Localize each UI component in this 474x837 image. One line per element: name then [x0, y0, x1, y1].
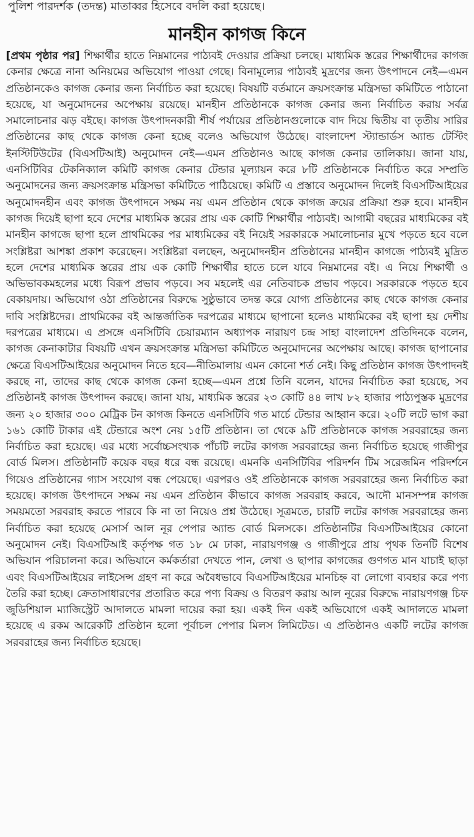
article-paragraph	[6, 48, 468, 651]
continued-from-front-page-kicker: [প্রথম পৃষ্ঠার পর]	[6, 50, 80, 62]
preceding-article-last-line: পুলিশ পারদর্শক (তদন্ত) মাতাব্বর হিসেবে বদলি করা হয়েছে।	[8, 0, 265, 13]
article-body	[6, 48, 468, 651]
article-body-text: শিক্ষার্থীর হাতে নিম্নমানের পাঠ্যবই দেওয়ার প্রক্রিয়া চলছে। মাধ্যমিক স্তরের শিক্ষার্থীদের কাগজ কেনার ক্ষেত্রে নানা অনিয়মের অভিযোগ পাওয়া গেছে। বিনামূল্যের পাঠ্যবই মুদ্রণের জন্য উৎপাদনে নেই—এমন প্রতিষ্ঠানকেও কাগজ কেনার জন্য নির্বাচিত করা হয়েছে। বিষয়টি বর্তমানে ক্রয়সংক্রান্ত মন্ত্রিসভা কমিটিতে পাঠানো হয়েছে, যা অনুমোদনের অপেক্ষায় রয়েছে। মানহীন প্রতিষ্ঠানকে কাগজ কেনার জন্য নির্বাচিত করায় সর্বত্র সমালোচনার ঝড় বইছে। কাগজ উৎপাদনকারী শীর্ষ পর্যায়ের প্রতিষ্ঠানগুলোকে বাদ দিয়ে দ্বিতীয় বা তৃতীয় সারির প্রতিষ্ঠানের কাছ থেকে কাগজ কেনা হচ্ছে বলেও অভিযোগ উঠেছে। বাংলাদেশ স্ট্যান্ডার্ডস অ্যান্ড টেস্টিং ইনস্টিটিউটের (বিএসটিআই) অনুমোদন নেই—এমন প্রতিষ্ঠানও আছে কাগজ কেনার তালিকায়। জানা যায়, এনসিটিবির টেকনিক্যাল কমিটি কাগজ কেনার টেন্ডার মূল্যায়ন করে ৮টি প্রতিষ্ঠানকে নির্বাচিত করে সম্প্রতি অনুমোদনের জন্য ক্রয়সংক্রান্ত মন্ত্রিসভা কমিটিতে পাঠিয়েছে। কমিটি এ প্রস্তাবে অনুমোদন দিলেই বিএসটিআইয়ের অনুমোদনহীন এবং কাগজ উৎপাদনে সক্ষম নয় এমন প্রতিষ্ঠান থেকে কাগজ ক্রয়ের প্রক্রিয়া শুরু হবে। মানহীন কাগজ দিয়েই ছাপা হবে দেশের মাধ্যমিক স্তরের প্রায় এক কোটি শিক্ষার্থীর পাঠ্যবই। আগামী বছরের মাধ্যমিকের বই মানহীন কাগজে ছাপা হলে প্রাথমিকের পর মাধ্যমিকের বই নিয়েই সরকারকে সমালোচনার মুখে পড়তে হবে বলে সংশ্লিষ্টরা আশঙ্কা প্রকাশ করেছেন। সংশ্লিষ্টরা বলছেন, অনুমোদনহীন প্রতিষ্ঠানের মানহীন কাগজে পাঠ্যবই মুদ্রিত হলে দেশের মাধ্যমিক স্তরের প্রায় এক কোটি শিক্ষার্থীর হাতে চলে যাবে নিম্নমানের বই। এ নিয়ে শিক্ষার্থী ও অভিভাবকমহলের মধ্যে বিরূপ প্রভাব পড়বে। সব মহলেই এর নেতিবাচক প্রভাব পড়বে। সরকারকে পড়তে হবে বেকায়দায়। অভিযোগ ওঠা প্রতিষ্ঠানের বিরুদ্ধে সুষ্ঠুভাবে তদন্ত করে যোগ্য প্রতিষ্ঠানের কাছ থেকে কাগজ কেনার দাবি সংশ্লিষ্টদের। প্রাথমিকের বই আন্তর্জাতিক দরপত্রের মাধ্যমে ছাপানো হলেও মাধ্যমিকের বই ছাপা হয় দেশীয় দরপত্রের মাধ্যমে। এ প্রসঙ্গে এনসিটিবি চেয়ারম্যান অধ্যাপক নারায়ণ চন্দ্র সাহা বাংলাদেশ প্রতিদিনকে বলেন, কাগজ কেনাকাটার বিষয়টি এখন ক্রয়সংক্রান্ত মন্ত্রিসভা কমিটিতে অনুমোদনের অপেক্ষায় আছে। কাগজ ছাপানোর ক্ষেত্রে বিএসটিআইয়ের অনুমোদন নিতে হবে—নীতিমালায় এমন কোনো শর্ত নেই। কিছু প্রতিষ্ঠান কাগজ উৎপাদনই করছে না, তাদের কাছ থেকে কাগজ কেনা হচ্ছে—এমন প্রশ্নে তিনি বলেন, যাদের নির্বাচিত করা হয়েছে, সব প্রতিষ্ঠানই কাগজ উৎপাদন করছে। জানা যায়, মাধ্যমিক স্তরের ২৩ কোটি ৪৪ লাখ ৮২ হাজার পাঠ্যপুস্তক মুদ্রণের জন্য ২০ হাজার ৩০০ মেট্রিক টন কাগজ কিনতে এনসিটিবি গত মার্চে টেন্ডার আহ্বান করে। ২০টি লটে ভাগ করা ১৬১ কোটি টাকার এই টেন্ডারে অংশ নেয় ১৫টি প্রতিষ্ঠান। তা থেকে ৯টি প্রতিষ্ঠানকে কাগজ সরবরাহের জন্য নির্বাচিত করা হয়েছে। এর মধ্যে সর্বোচ্চসংখ্যক পাঁচটি লটের কাগজ সরবরাহের জন্য নির্বাচিত হয়েছে গাজীপুর বোর্ড মিলস। প্রতিষ্ঠানটি কয়েক বছর ধরে বন্ধ রয়েছে। এমনকি এনসিটিবির পরিদর্শন টিম সরেজমিন পরিদর্শনে গিয়েও প্রতিষ্ঠানের গ্যাস সংযোগ বন্ধ পেয়েছে। এরপরও ওই প্রতিষ্ঠানকে কাগজ সরবরাহের জন্য নির্বাচিত করা হয়েছে। কাগজ উৎপাদনে সক্ষম নয় এমন প্রতিষ্ঠান কীভাবে কাগজ সরবরাহ করবে, আদৌ মানসম্পন্ন কাগজ সময়মতো সরবরাহ করতে পারবে কি না তা নিয়েও প্রশ্ন উঠেছে। সূত্রমতে, চারটি লটের কাগজ সরবরাহের জন্য নির্বাচিত করা হয়েছে মেসার্স আল নূর পেপার অ্যান্ড বোর্ড মিলসকে। প্রতিষ্ঠানটির বিএসটিআইয়ের কোনো অনুমোদন নেই। বিএসটিআই কর্তৃপক্ষ গত ১৮ মে ঢাকা, নারায়ণগঞ্জ ও গাজীপুরে প্রায় পৃথক তিনটি বিশেষ অভিযান পরিচালনা করে। অভিযানে কর্মকর্তারা দেখতে পান, লেখা ও ছাপার কাগজের গুণগত মান যাচাই ছাড়া এবং বিএসটিআইয়ের লাইসেন্স গ্রহণ না করে অবৈধভাবে বিএসটিআইয়ের মানচিহ্ন বা লোগো ব্যবহার করে পণ্য তৈরি করা হচ্ছে। ক্রেতাসাধারণের প্রতারিত করে পণ্য বিক্রয় ও বিতরণ করায় আল নূরের বিরুদ্ধে নারায়ণগঞ্জ চিফ জুডিশিয়াল ম্যাজিস্ট্রেট আদালতে মামলা দায়ের করা হয়। একই দিন একই অভিযোগে একই আদালতে মামলা হয়েছে এ রকম আরেকটি প্রতিষ্ঠান হলো পূর্বাচল পেপার মিলস লিমিটেড। এ প্রতিষ্ঠানও একটি লটের কাগজ সরবরাহের জন্য নির্বাচিত হয়েছে।	[6, 50, 468, 649]
article-headline: মানহীন কাগজ কিনে	[168, 25, 306, 45]
